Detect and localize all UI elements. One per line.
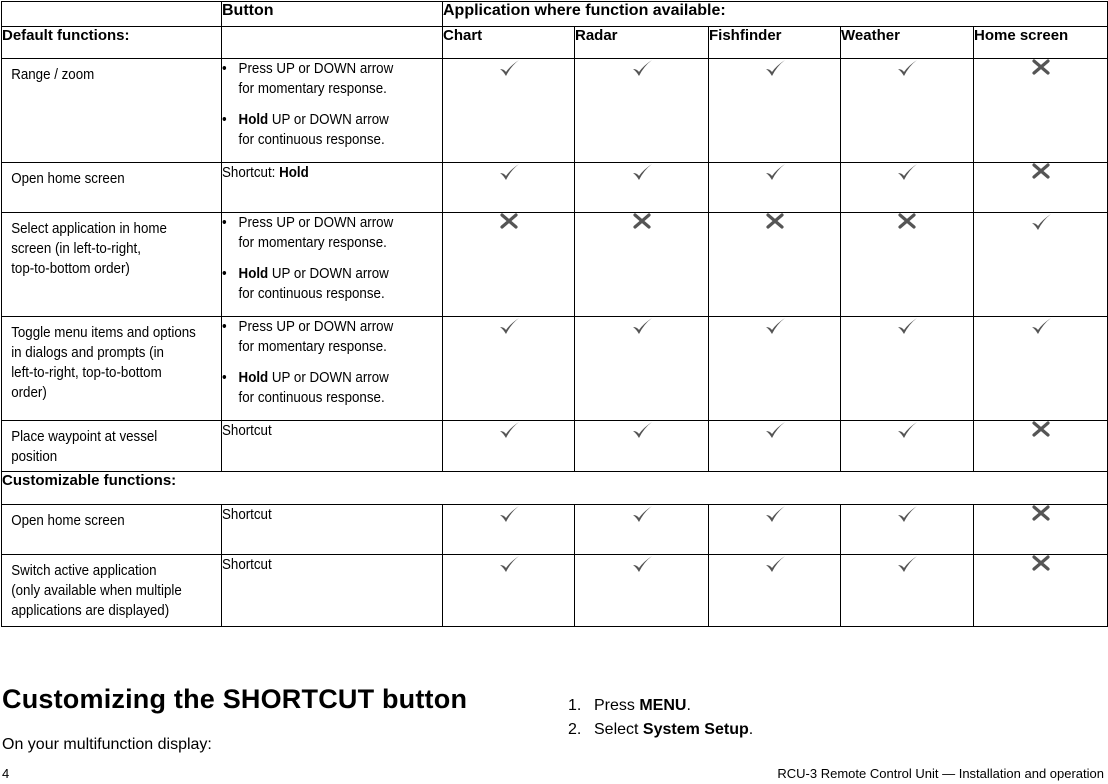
table-subheader-row <box>2 27 1108 59</box>
checkmark-icon <box>498 428 520 445</box>
button-cell: Shortcut: Hold <box>222 163 443 213</box>
function-cell: Switch active application (only available when multiple applications are displayed) <box>2 555 222 627</box>
cross-icon <box>1032 508 1050 525</box>
mark-cell <box>841 421 974 472</box>
bullet-item: • Hold UP or DOWN arrow for continuous response. <box>222 266 389 302</box>
checkmark-icon <box>896 428 918 445</box>
default-functions-label: Default functions: <box>2 27 222 59</box>
mark-cell <box>841 317 974 421</box>
mark-cell <box>443 505 575 555</box>
table-row <box>2 317 1108 421</box>
mark-cell <box>709 317 841 421</box>
checkmark-icon <box>498 512 520 529</box>
mark-cell <box>443 317 575 421</box>
checkmark-icon <box>764 562 786 579</box>
table-row <box>2 59 1108 163</box>
bullet-item: • Press UP or DOWN arrow for momentary response. <box>222 319 394 355</box>
mark-cell <box>575 421 709 472</box>
checkmark-icon <box>1030 220 1052 237</box>
mark-cell <box>841 505 974 555</box>
bullet-item: • Press UP or DOWN arrow for momentary response. <box>222 61 394 97</box>
mark-cell <box>841 59 974 163</box>
table-subheader-row <box>2 472 1108 505</box>
checkmark-icon <box>498 562 520 579</box>
mark-cell <box>575 213 709 317</box>
checkmark-icon <box>631 170 653 187</box>
function-text: Range / zoom <box>11 67 95 83</box>
cross-icon <box>1032 166 1050 183</box>
checkmark-icon <box>896 324 918 341</box>
function-cell: Toggle menu items and options in dialogs and prompts (in left-to-right, top-to-bottom order) <box>2 317 222 421</box>
page-number: 4 <box>2 766 10 781</box>
cross-icon <box>1032 62 1050 79</box>
mark-cell <box>443 555 575 627</box>
steps-list <box>568 694 753 742</box>
checkmark-icon <box>764 512 786 529</box>
mark-cell <box>443 163 575 213</box>
mark-cell <box>443 421 575 472</box>
checkmark-icon <box>896 170 918 187</box>
mark-cell <box>974 421 1108 472</box>
mark-cell <box>575 59 709 163</box>
header-button: Button <box>222 2 443 27</box>
mark-cell <box>709 163 841 213</box>
button-cell <box>222 59 443 163</box>
checkmark-icon <box>498 66 520 83</box>
section-intro: On your multifunction display: <box>2 736 212 753</box>
col-fishfinder: Fishfinder <box>709 27 841 59</box>
button-cell <box>222 213 443 317</box>
checkmark-icon <box>764 170 786 187</box>
button-cell: Shortcut <box>222 555 443 627</box>
subheader-blank <box>222 27 443 59</box>
functions-table <box>1 1 1108 627</box>
function-cell: Place waypoint at vessel position <box>2 421 222 472</box>
mark-cell <box>709 421 841 472</box>
step-item: 1. Press MENU. <box>568 697 691 714</box>
mark-cell <box>575 317 709 421</box>
col-weather: Weather <box>841 27 974 59</box>
mark-cell <box>575 163 709 213</box>
checkmark-icon <box>631 562 653 579</box>
mark-cell <box>841 163 974 213</box>
cross-icon <box>898 216 916 233</box>
button-cell <box>222 317 443 421</box>
cross-icon <box>500 216 518 233</box>
mark-cell <box>575 555 709 627</box>
document-footer: RCU-3 Remote Control Unit — Installation and operation <box>777 766 1104 781</box>
checkmark-icon <box>896 512 918 529</box>
mark-cell <box>443 59 575 163</box>
table-row <box>2 163 1108 213</box>
step-item: 2. Select System Setup. <box>568 721 754 738</box>
mark-cell <box>443 213 575 317</box>
checkmark-icon <box>764 428 786 445</box>
col-chart: Chart <box>443 27 575 59</box>
checkmark-icon <box>631 324 653 341</box>
checkmark-icon <box>896 66 918 83</box>
checkmark-icon <box>896 562 918 579</box>
mark-cell <box>709 213 841 317</box>
col-radar: Radar <box>575 27 709 59</box>
mark-cell <box>841 555 974 627</box>
customizable-functions-label: Customizable functions: <box>2 472 1108 505</box>
mark-cell <box>974 163 1108 213</box>
mark-cell <box>974 317 1108 421</box>
checkmark-icon <box>498 170 520 187</box>
function-cell <box>2 163 222 213</box>
checkmark-icon <box>631 66 653 83</box>
mark-cell <box>709 555 841 627</box>
bullet-item: • Hold UP or DOWN arrow for continuous response. <box>222 112 389 148</box>
bullet-item: • Hold UP or DOWN arrow for continuous response. <box>222 370 389 406</box>
col-home-screen: Home screen <box>974 27 1108 59</box>
checkmark-icon <box>631 512 653 529</box>
mark-cell <box>709 505 841 555</box>
checkmark-icon <box>764 66 786 83</box>
function-cell: Select application in home screen (in left-to-right, top-to-bottom order) <box>2 213 222 317</box>
table-row <box>2 421 1108 472</box>
function-cell: Open home screen <box>2 505 222 555</box>
checkmark-icon <box>764 324 786 341</box>
cross-icon <box>1032 558 1050 575</box>
function-cell <box>2 59 222 163</box>
button-cell: Shortcut <box>222 505 443 555</box>
cross-icon <box>766 216 784 233</box>
mark-cell <box>575 505 709 555</box>
bullet-item: • Press UP or DOWN arrow for momentary response. <box>222 215 394 251</box>
checkmark-icon <box>631 428 653 445</box>
function-text: Open home screen <box>11 171 125 187</box>
button-cell: Shortcut <box>222 421 443 472</box>
mark-cell <box>841 213 974 317</box>
cross-icon <box>1032 424 1050 441</box>
mark-cell <box>974 555 1108 627</box>
header-blank <box>2 2 222 27</box>
table-header-row <box>2 2 1108 27</box>
checkmark-icon <box>1030 324 1052 341</box>
mark-cell <box>709 59 841 163</box>
mark-cell <box>974 505 1108 555</box>
checkmark-icon <box>498 324 520 341</box>
cross-icon <box>633 216 651 233</box>
table-row <box>2 213 1108 317</box>
table-row <box>2 505 1108 555</box>
table-row <box>2 555 1108 627</box>
header-application: Application where function available: <box>443 2 1108 27</box>
section-title: Customizing the SHORTCUT button <box>2 684 468 714</box>
mark-cell <box>974 59 1108 163</box>
mark-cell <box>974 213 1108 317</box>
